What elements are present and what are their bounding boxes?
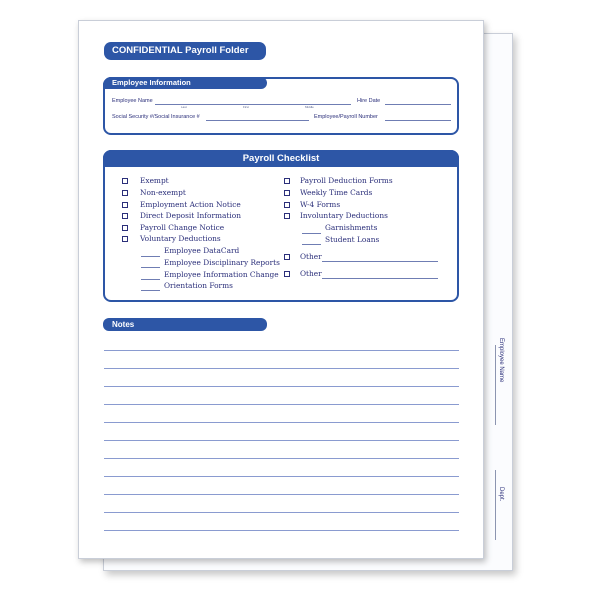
voluntary-deductions-label: Voluntary Deductions: [140, 234, 221, 243]
other-2-label: Other: [300, 269, 322, 278]
voluntary-deductions-checkbox[interactable]: [122, 236, 128, 242]
notes-line[interactable]: [104, 440, 459, 441]
employee-payroll-number-field[interactable]: [385, 120, 451, 121]
other-1-checkbox[interactable]: [284, 254, 290, 260]
employment-action-notice-checkbox[interactable]: [122, 202, 128, 208]
exempt-label: Exempt: [140, 176, 169, 185]
other-1-label: Other: [300, 252, 322, 261]
employee-disciplinary-reports-label: Employee Disciplinary Reports: [164, 258, 280, 267]
hire-date-field[interactable]: [385, 104, 451, 105]
notes-line[interactable]: [104, 368, 459, 369]
notes-line[interactable]: [104, 350, 459, 351]
notes-line[interactable]: [104, 494, 459, 495]
employee-name-label: Employee Name: [112, 98, 153, 104]
payroll-deduction-forms-label: Payroll Deduction Forms: [300, 176, 393, 185]
direct-deposit-information-checkbox[interactable]: [122, 213, 128, 219]
employee-info-header: Employee Information: [103, 77, 267, 89]
notes-header: Notes: [103, 318, 267, 331]
involuntary-deductions-checkbox[interactable]: [284, 213, 290, 219]
garnishments-label: Garnishments: [325, 223, 378, 232]
exempt-checkbox[interactable]: [122, 178, 128, 184]
payroll-change-notice-label: Payroll Change Notice: [140, 223, 225, 232]
payroll-checklist-header: Payroll Checklist: [103, 150, 459, 167]
first-name-sublabel: First: [243, 105, 249, 109]
notes-line[interactable]: [104, 458, 459, 459]
middle-name-sublabel: Middle: [305, 105, 314, 109]
last-name-sublabel: Last: [181, 105, 187, 109]
weekly-time-cards-label: Weekly Time Cards: [300, 188, 373, 197]
notes-line[interactable]: [104, 404, 459, 405]
employee-datacard-label: Employee DataCard: [164, 246, 240, 255]
student-loans-label: Student Loans: [325, 235, 380, 244]
student-loans-blank[interactable]: [302, 244, 321, 245]
tab-name-line: [495, 345, 496, 425]
employee-information-change-label: Employee Information Change: [164, 270, 279, 279]
tab-employee-name-label: Employee Name: [498, 338, 504, 383]
ssn-label: Social Security #/Social Insurance #: [112, 114, 200, 120]
notes-line[interactable]: [104, 386, 459, 387]
folder-title: CONFIDENTIAL Payroll Folder: [104, 42, 266, 60]
employee-payroll-number-label: Employee/Payroll Number: [314, 114, 378, 120]
notes-line[interactable]: [104, 530, 459, 531]
orientation-forms-blank[interactable]: [141, 290, 160, 291]
payroll-change-notice-checkbox[interactable]: [122, 225, 128, 231]
garnishments-blank[interactable]: [302, 233, 321, 234]
weekly-time-cards-checkbox[interactable]: [284, 190, 290, 196]
non-exempt-label: Non-exempt: [140, 188, 186, 197]
notes-line[interactable]: [104, 512, 459, 513]
employee-datacard-blank[interactable]: [141, 256, 160, 257]
hire-date-label: Hire Date: [357, 98, 381, 104]
orientation-forms-label: Orientation Forms: [164, 281, 233, 290]
employee-information-change-blank[interactable]: [141, 279, 160, 280]
other-2-field[interactable]: [322, 278, 438, 279]
payroll-deduction-forms-checkbox[interactable]: [284, 178, 290, 184]
other-2-checkbox[interactable]: [284, 271, 290, 277]
w4-forms-checkbox[interactable]: [284, 202, 290, 208]
tab-dept-line: [495, 470, 496, 540]
notes-line[interactable]: [104, 422, 459, 423]
notes-line[interactable]: [104, 476, 459, 477]
tab-dept-label: Dept.: [498, 487, 504, 502]
other-1-field[interactable]: [322, 261, 438, 262]
involuntary-deductions-label: Involuntary Deductions: [300, 211, 388, 220]
ssn-field[interactable]: [206, 120, 309, 121]
employment-action-notice-label: Employment Action Notice: [140, 200, 241, 209]
w4-forms-label: W-4 Forms: [300, 200, 341, 209]
direct-deposit-information-label: Direct Deposit Information: [140, 211, 241, 220]
non-exempt-checkbox[interactable]: [122, 190, 128, 196]
employee-disciplinary-reports-blank[interactable]: [141, 267, 160, 268]
